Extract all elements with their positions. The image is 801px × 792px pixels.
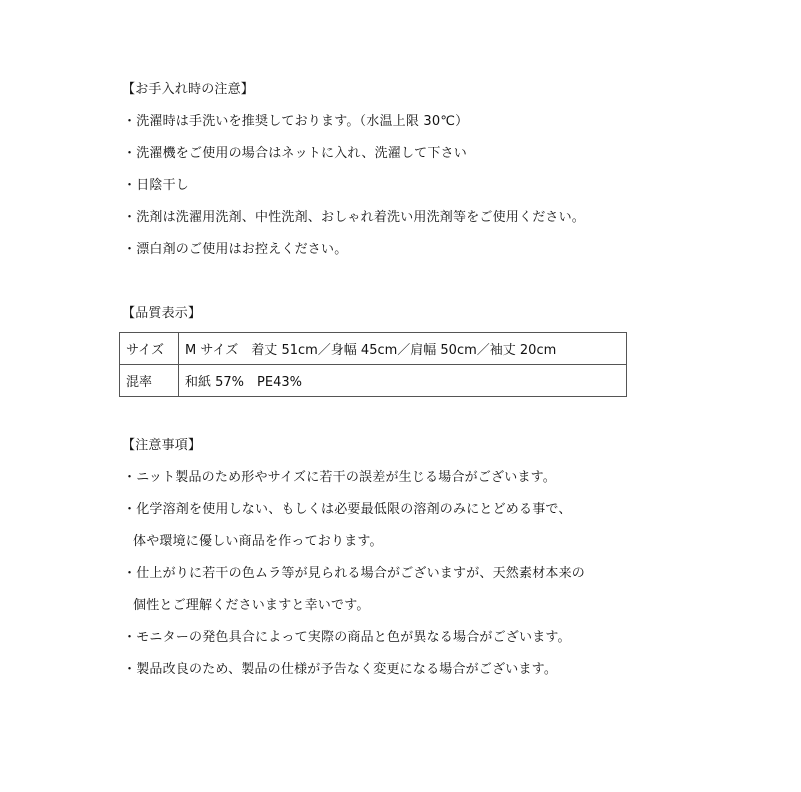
care-item: ・漂白剤のご使用はお控えください。 (123, 242, 348, 257)
care-item: ・洗濯機をご使用の場合はネットに入れ、洗濯して下さい (123, 146, 467, 161)
note-item: ・仕上がりに若干の色ムラ等が見られる場合がございますが、天然素材本来の (123, 566, 586, 581)
table-row (120, 365, 627, 397)
note-item: ・ニット製品のため形やサイズに若干の誤差が生じる場合がございます。 (123, 470, 557, 485)
care-heading: 【お手入れ時の注意】 (122, 82, 255, 97)
quality-heading: 【品質表示】 (122, 306, 202, 321)
note-item: ・モニターの発色具合によって実際の商品と色が異なる場合がございます。 (123, 630, 571, 645)
care-item: ・洗濯時は手洗いを推奨しております。（水温上限 30℃） (123, 114, 469, 129)
care-item: ・洗剤は洗濯用洗剤、中性洗剤、おしゃれ着洗い用洗剤等をご使用ください。 (123, 210, 586, 225)
note-item: ・製品改良のため、製品の仕様が予告なく変更になる場合がございます。 (123, 662, 558, 677)
note-item: ・化学溶剤を使用しない、もしくは必要最低限の溶剤のみにとどめる事で、 (123, 502, 572, 517)
notes-heading: 【注意事項】 (122, 438, 202, 453)
note-item-continuation: 体や環境に優しい商品を作っております。 (133, 534, 383, 549)
quality-table (119, 332, 627, 397)
blend-label: 混率 (120, 365, 179, 397)
blend-value: 和紙 57% PE43% (179, 365, 627, 397)
size-value: M サイズ 着丈 51cm／身幅 45cm／肩幅 50cm／袖丈 20cm (179, 333, 627, 365)
note-item-continuation: 個性とご理解くださいますと幸いです。 (133, 598, 370, 613)
care-item: ・日陰干し (123, 178, 190, 193)
table-row (120, 333, 627, 365)
size-label: サイズ (120, 333, 179, 365)
